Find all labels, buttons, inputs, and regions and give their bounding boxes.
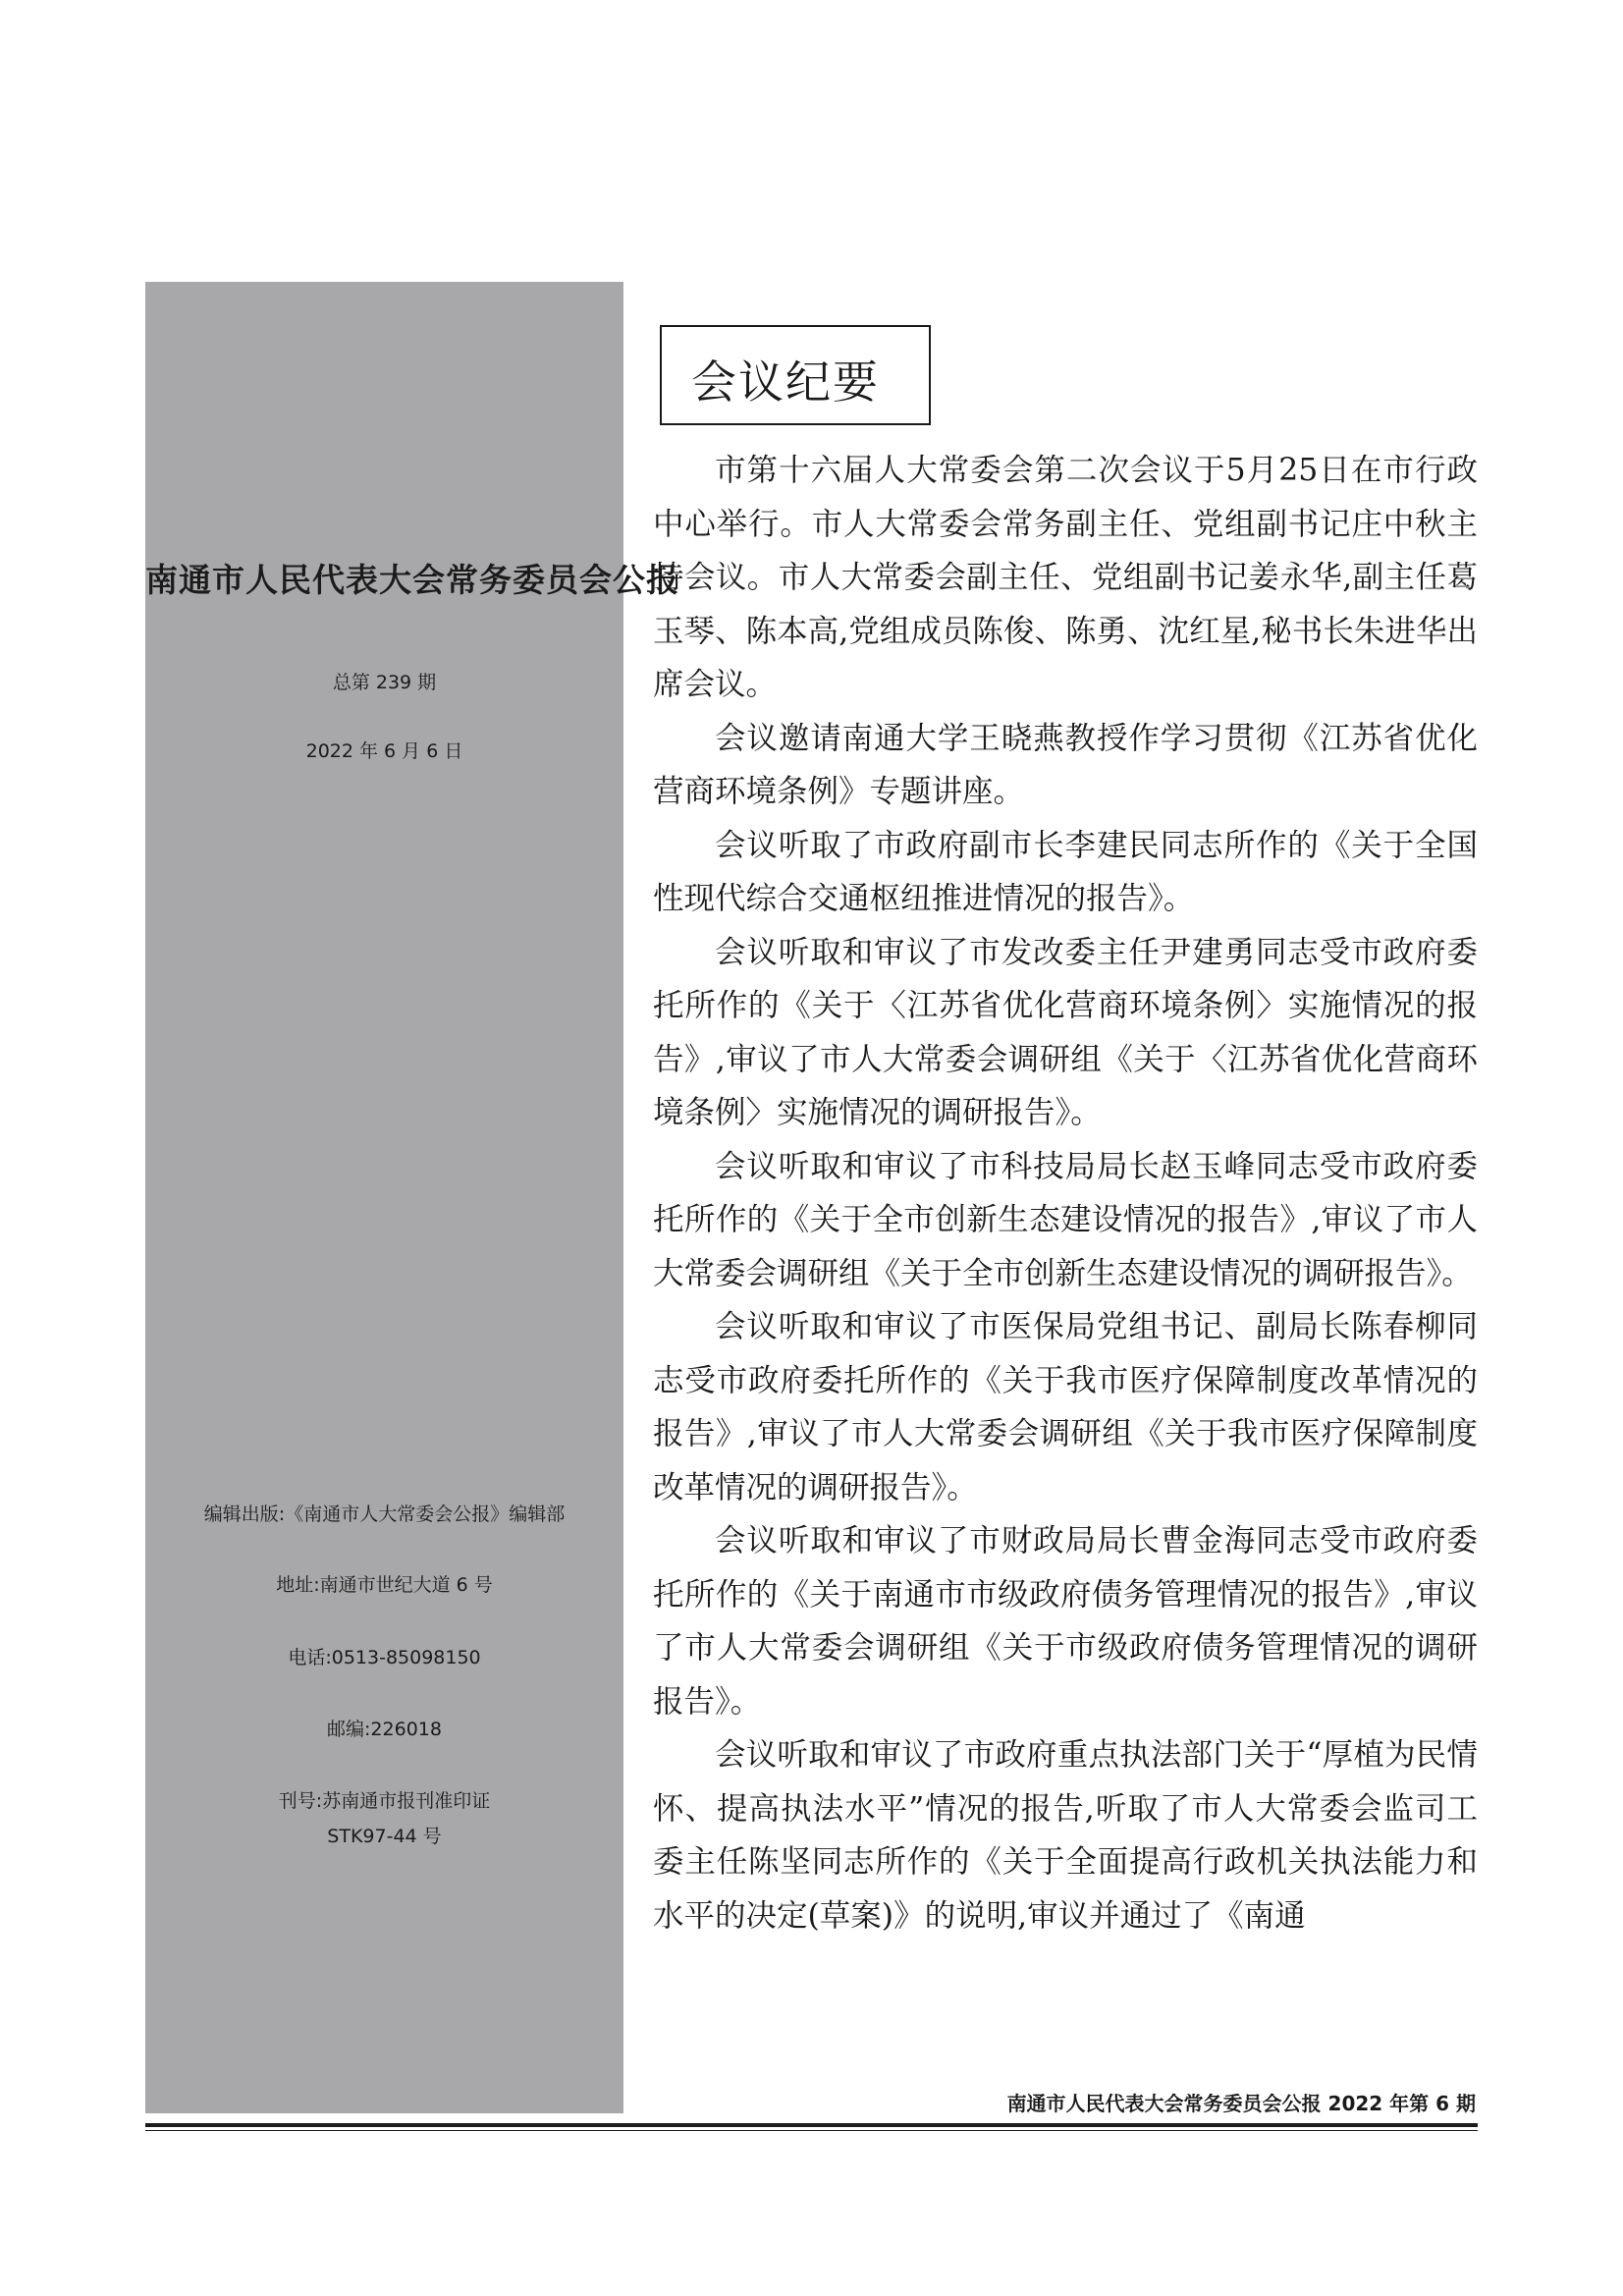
running-footer: 南通市人民代表大会常务委员会公报 2022 年第 6 期	[1006, 2092, 1476, 2115]
permit-info-line1: 刊号:苏南通市报刊准印证	[278, 1790, 491, 1812]
phone-info: 电话:0513-85098150	[288, 1647, 481, 1668]
postcode-info: 邮编:226018	[327, 1719, 442, 1740]
paragraph: 会议听取了市政府副市长李建民同志所作的《关于全国性现代综合交通枢纽推进情况的报告》。	[653, 827, 1478, 916]
paragraph: 会议听取和审议了市财政局局长曹金海同志受市政府委托所作的《关于南通市市级政府债务管理情况的报告》,审议了市人大常委会调研组《关于市级政府债务管理情况的调研报告》。	[653, 1523, 1478, 1720]
footer-rule-thick	[145, 2123, 1478, 2127]
paragraph: 会议邀请南通大学王晓燕教授作学习贯彻《江苏省优化营商环境条例》专题讲座。	[653, 720, 1478, 809]
footer-rule-thin	[145, 2130, 1478, 2131]
issue-total: 总第 239 期	[332, 672, 437, 693]
article-body	[653, 444, 1478, 1942]
paragraph: 会议听取和审议了市政府重点执法部门关于“厚植为民情怀、提高执法水平”情况的报告,听取了市人大常委会监司工委主任陈坚同志所作的《关于全面提高行政机关执法能力和水平的决定(草案)》的说明,审议并通过了《南通	[653, 1737, 1478, 1934]
paragraph: 会议听取和审议了市医保局党组书记、副局长陈春柳同志受市政府委托所作的《关于我市医疗保障制度改革情况的报告》,审议了市人大常委会调研组《关于我市医疗保障制度改革情况的调研报告》。	[653, 1309, 1478, 1505]
paragraph: 市第十六届人大常委会第二次会议于5月25日在市行政中心举行。市人大常委会常务副主任、党组副书记庄中秋主持会议。市人大常委会副主任、党组副书记姜永华,副主任葛玉琴、陈本高,党组成员陈俊、陈勇、沈红星,秘书长朱进华出席会议。	[653, 453, 1478, 702]
issue-date: 2022 年 6 月 6 日	[305, 740, 463, 762]
paragraph: 会议听取和审议了市科技局局长赵玉峰同志受市政府委托所作的《关于全市创新生态建设情况的报告》,审议了市人大常委会调研组《关于全市创新生态建设情况的调研报告》。	[653, 1148, 1478, 1291]
publication-title: 南通市人民代表大会常务委员会公报	[145, 561, 679, 599]
permit-info-line2: STK97-44 号	[327, 1826, 442, 1847]
section-heading-box	[660, 325, 931, 425]
paragraph: 会议听取和审议了市发改委主任尹建勇同志受市政府委托所作的《关于〈江苏省优化营商环境条例〉实施情况的报告》,审议了市人大常委会调研组《关于〈江苏省优化营商环境条例〉实施情况的调研报告》。	[653, 934, 1478, 1130]
address-info: 地址:南通市世纪大道 6 号	[276, 1574, 493, 1596]
sidebar-panel	[145, 282, 679, 2113]
publisher-info: 编辑出版:《南通市人大常委会公报》编辑部	[203, 1503, 566, 1525]
section-title: 会议纪要	[691, 355, 880, 409]
